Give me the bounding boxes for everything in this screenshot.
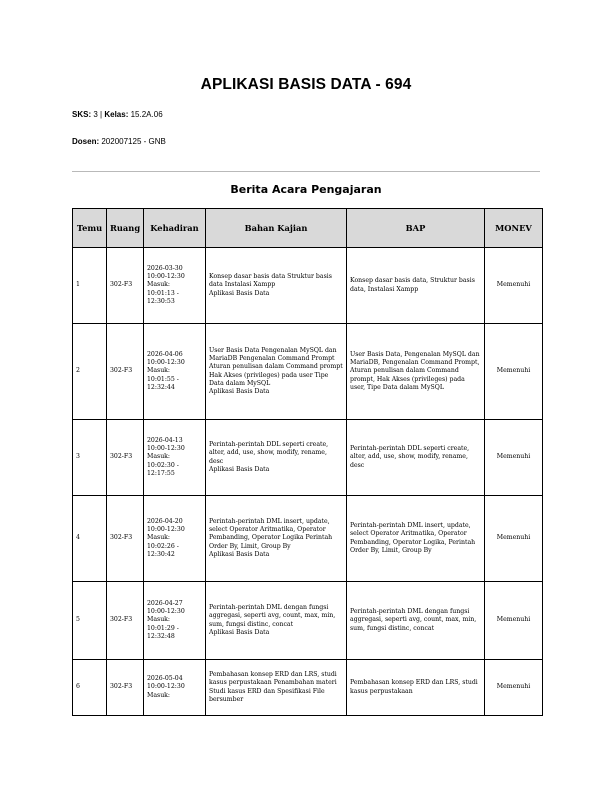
cell-bahan-kajian: Konsep dasar basis data Struktur basis data Instalasi Xampp Aplikasi Basis Data [206,248,347,324]
table-row [73,660,543,716]
cell-ruang: 302-F3 [107,496,144,582]
header-bahan-kajian: Bahan Kajian [206,209,347,248]
masuk-time: 10:01:13 - [147,289,179,297]
cell-monev: Memenuhi [485,496,543,582]
cell-monev: Memenuhi [485,582,543,660]
cell-bap: Perintah-perintah DDL seperti create, alter, add, use, show, modify, rename, desc [347,420,485,496]
time: 10:00-12:30 [147,445,185,453]
cell-bap: User Basis Data, Pengenalan MySQL dan MariaDB, Pengenalan Command Prompt, Aturan penulisan dalam Command prompt, Hak Akses (privileges) pada user, Tipe Data dalam MySQL [347,324,485,420]
cell-kehadiran [144,420,206,496]
cell-ruang: 302-F3 [107,324,144,420]
section-title: Berita Acara Pengajaran [230,183,382,196]
kelas-label: Kelas: [104,110,129,119]
cell-kehadiran [144,248,206,324]
header-monev: MONEV [485,209,543,248]
course-info [72,110,163,119]
date: 2026-04-20 [147,518,183,526]
cell-kehadiran [144,324,206,420]
kelas-value: 15.2A.06 [130,110,163,119]
cell-monev: Memenuhi [485,248,543,324]
masuk-label: Masuk: [147,281,171,289]
keluar-time: 12:32:48 [147,632,175,640]
time: 10:00-12:30 [147,359,185,367]
header-temu: Temu [73,209,107,248]
dosen-value: 202007125 - GNB [101,137,166,146]
keluar-time: 12:30:53 [147,297,175,305]
table-row [73,582,543,660]
teaching-report-table [72,208,543,716]
time: 10:00-12:30 [147,526,185,534]
cell-temu: 6 [73,660,107,716]
table-row [73,248,543,324]
cell-bahan-kajian: Pembahasan konsep ERD dan LRS, studi kasus perpustakaan Penambahan materi Studi kasus ERD dan Spesifikasi File bersumber [206,660,347,716]
cell-bap: Perintah-perintah DML dengan fungsi aggregasi, seperti avg, count, max, min, sum, fungsi distinc, concat [347,582,485,660]
cell-temu: 4 [73,496,107,582]
date: 2026-04-27 [147,600,183,608]
masuk-time: 10:02:30 - [147,461,179,469]
cell-monev: Memenuhi [485,660,543,716]
table-row [73,420,543,496]
cell-monev: Memenuhi [485,420,543,496]
masuk-label: Masuk: [147,453,171,461]
header-bap: BAP [347,209,485,248]
cell-bap: Pembahasan konsep ERD dan LRS, studi kasus perpustakaan [347,660,485,716]
cell-ruang: 302-F3 [107,248,144,324]
masuk-time: 10:02:26 - [147,542,179,550]
masuk-label: Masuk: [147,367,171,375]
cell-bahan-kajian: User Basis Data Pengenalan MySQL dan MariaDB Pengenalan Command Prompt Aturan penulisan dalam Command prompt Hak Akses (privileges) pada user Tipe Data dalam MySQL Aplikasi Basis Data [206,324,347,420]
date: 2026-04-06 [147,351,183,359]
cell-kehadiran [144,582,206,660]
cell-kehadiran [144,660,206,716]
cell-temu: 2 [73,324,107,420]
cell-bap: Perintah-perintah DML insert, update, select Operator Aritmatika, Operator Pembanding, Operator Logika, Perintah Order By, Limit, Group By [347,496,485,582]
cell-temu: 3 [73,420,107,496]
cell-temu: 5 [73,582,107,660]
cell-bahan-kajian: Perintah-perintah DML dengan fungsi aggregasi, seperti avg, count, max, min, sum, fungsi distinc, concat Aplikasi Basis Data [206,582,347,660]
cell-ruang: 302-F3 [107,582,144,660]
date: 2026-04-13 [147,437,183,445]
masuk-time: 10:01:55 - [147,375,179,383]
keluar-time: 12:17:55 [147,469,175,477]
keluar-time: 12:30:42 [147,550,175,558]
time: 10:00-12:30 [147,608,185,616]
masuk-time: 10:01:29 - [147,624,179,632]
masuk-label: Masuk: [147,534,171,542]
sks-label: SKS: [72,110,92,119]
time: 10:00-12:30 [147,683,185,691]
document-title: APLIKASI BASIS DATA - 694 [200,76,412,93]
cell-bap: Konsep dasar basis data, Struktur basis data, Instalasi Xampp [347,248,485,324]
table-header-row [73,209,543,248]
masuk-label: Masuk: [147,616,171,624]
header-ruang: Ruang [107,209,144,248]
date: 2026-05-04 [147,675,183,683]
cell-kehadiran [144,496,206,582]
cell-ruang: 302-F3 [107,660,144,716]
divider [72,171,540,172]
time: 10:00-12:30 [147,273,185,281]
header-kehadiran: Kehadiran [144,209,206,248]
cell-bahan-kajian: Perintah-perintah DDL seperti create, alter, add, use, show, modify, rename, desc Aplikasi Basis Data [206,420,347,496]
cell-bahan-kajian: Perintah-perintah DML insert, update, select Operator Aritmatika, Operator Pembanding, Operator Logika Perintah Order By, Limit, Group By Aplikasi Basis Data [206,496,347,582]
table-row [73,324,543,420]
lecturer-info [72,137,166,146]
sks-value: 3 [93,110,98,119]
cell-monev: Memenuhi [485,324,543,420]
cell-ruang: 302-F3 [107,420,144,496]
table-row [73,496,543,582]
masuk-label: Masuk: [147,691,171,699]
dosen-label: Dosen: [72,137,100,146]
keluar-time: 12:32:44 [147,383,175,391]
cell-temu: 1 [73,248,107,324]
date: 2026-03-30 [147,265,183,273]
info-separator: | [100,110,103,119]
